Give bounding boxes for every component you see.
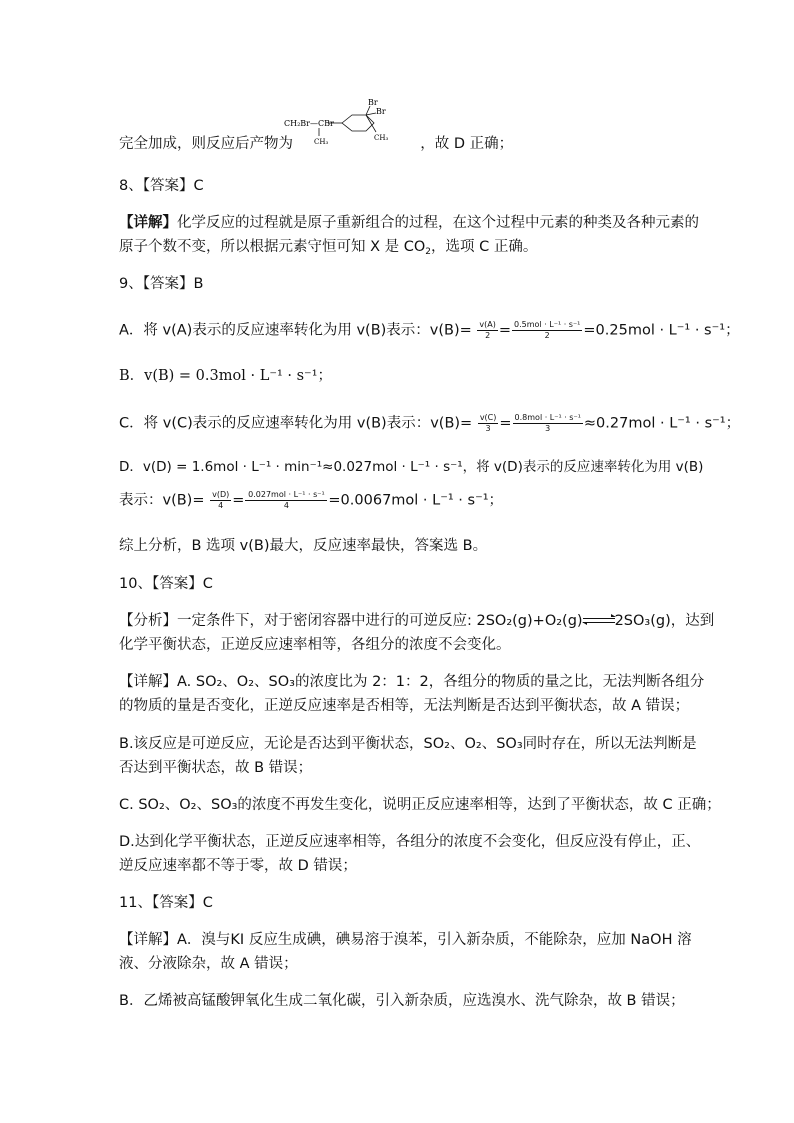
frac-va: $\frac{v(A)}{2}$ — [479, 320, 496, 340]
struct-br-right: Br — [376, 107, 386, 116]
q10-d-2: 逆反应速率都不等于零，故 D 错误； — [119, 858, 357, 874]
q11-a-2: 液、分液除杂，故 A 错误； — [119, 956, 298, 972]
q9-option-a: A．将 v(A)表示的反应速率转化为用 v(B)表示：v(B)= $\frac{v(A)}{2}$ = $\frac{\text{0.5mol · L⁻¹ · s⁻¹}}{2}$ =0.25mol · L⁻¹ · s⁻¹； — [119, 320, 740, 340]
q9-option-d-2: 表示：v(B)= $\frac{v(D)}{4}$ = $\frac{\text{0.027mol · L⁻¹ · s⁻¹}}{4}$ =0.0067mol · L⁻¹ · s⁻¹； — [119, 490, 504, 510]
q10-c-1: C. SO₂、O₂、SO₃的浓度不再发生变化，说明正反应速率相等，达到了平衡状态，故 C 正确； — [119, 797, 721, 813]
line-prefix: 完全加成，则反应后产物为 — [119, 136, 293, 152]
q10-analysis-2: 化学平衡状态，正逆反应速率相等，各组分的浓度不会变化。 — [119, 637, 511, 653]
q9-option-c: C．将 v(C)表示的反应速率转化为用 v(B)表示：v(B)= $\frac{v(C)}{3}$ = $\frac{\text{0.8mol · L⁻¹ · s⁻¹}}{3}$ ≈0.27mol · L⁻¹ · s⁻¹； — [119, 413, 741, 433]
q11-head: 11、【答案】C — [119, 895, 213, 911]
frac-c-value: $\frac{\text{0.8mol · L⁻¹ · s⁻¹}}{3}$ — [514, 413, 581, 433]
q9-option-b: B．v(B) = 0.3mol · L⁻¹ · s⁻¹； — [119, 368, 333, 384]
q8-detail-2: 原子个数不变，所以根据元素守恒可知 X 是 $CO_2$，选项 C 正确。 — [119, 239, 538, 257]
frac-d-value: $\frac{\text{0.027mol · L⁻¹ · s⁻¹}}{4}$ — [245, 490, 327, 511]
q8-head: 8、【答案】C — [119, 178, 204, 194]
struct-ch3-left: CH₃ — [314, 138, 329, 146]
q11-a-1: 【详解】A．溴与KI 反应生成碘，碘易溶于溴苯，引入新杂质，不能除杂，应加 NaOH 溶 — [119, 932, 692, 948]
frac-vc: $\frac{v(C)}{3}$ — [479, 413, 497, 433]
struct-br-top: Br — [368, 98, 378, 107]
q10-a-1: 【详解】A. SO₂、O₂、SO₃的浓度比为 2：1：2，各组分的物质的量之比，无法判断各组分 — [119, 674, 705, 690]
q10-analysis-1: 【分析】一定条件下，对于密闭容器中进行的可逆反应: 2SO₂(g)+O₂(g) 2SO₃(g)，达到 — [119, 613, 715, 629]
q10-head: 10、【答案】C — [119, 576, 213, 592]
q9-head: 9、【答案】B — [119, 276, 204, 292]
reversible-arrow-icon — [583, 616, 615, 626]
q10-b-2: 否达到平衡状态，故 B 错误； — [119, 760, 313, 776]
q10-d-1: D.达到化学平衡状态，正逆反应速率相等，各组分的浓度不会变化，但反应没有停止，正、 — [119, 834, 701, 850]
q8-detail-1: 【详解】化学反应的过程就是原子重新组合的过程，在这个过程中元素的种类及各种元素的 — [119, 215, 699, 231]
line-suffix: ，故 D 正确； — [420, 136, 514, 152]
cyclohexane-ring — [342, 115, 374, 131]
q10-a-2: 的物质的量是否变化，正逆反应速率是否相等，无法判断是否达到平衡状态，故 A 错误； — [119, 698, 690, 714]
q9-option-d: D．v(D) = 1.6mol · L⁻¹ · min⁻¹≈0.027mol · L⁻¹ · s⁻¹，将 v(D)表示的反应速率转化为用 v(B) — [119, 459, 704, 475]
q9-summary: 综上分析，B 选项 v(B)最大，反应速率最快，答案选 B。 — [119, 538, 488, 554]
frac-vd: $\frac{v(D)}{4}$ — [212, 490, 230, 510]
q10-b-1: B.该反应是可逆反应，无论是否达到平衡状态，SO₂、O₂、SO₃同时存在，所以无法判断是 — [119, 736, 697, 752]
q11-b-1: B．乙烯被高锰酸钾氧化生成二氧化碳，引入新杂质，应选溴水、洗气除杂，故 B 错误； — [119, 993, 685, 1009]
frac-a-value: $\frac{\text{0.5mol · L⁻¹ · s⁻¹}}{2}$ — [514, 320, 581, 340]
chemical-structure — [284, 98, 390, 150]
struct-ch2br-cbr: CH₂Br—CBr — [284, 119, 334, 128]
struct-ch3-right: CH₃ — [374, 134, 389, 142]
structure-diagram — [284, 98, 390, 150]
